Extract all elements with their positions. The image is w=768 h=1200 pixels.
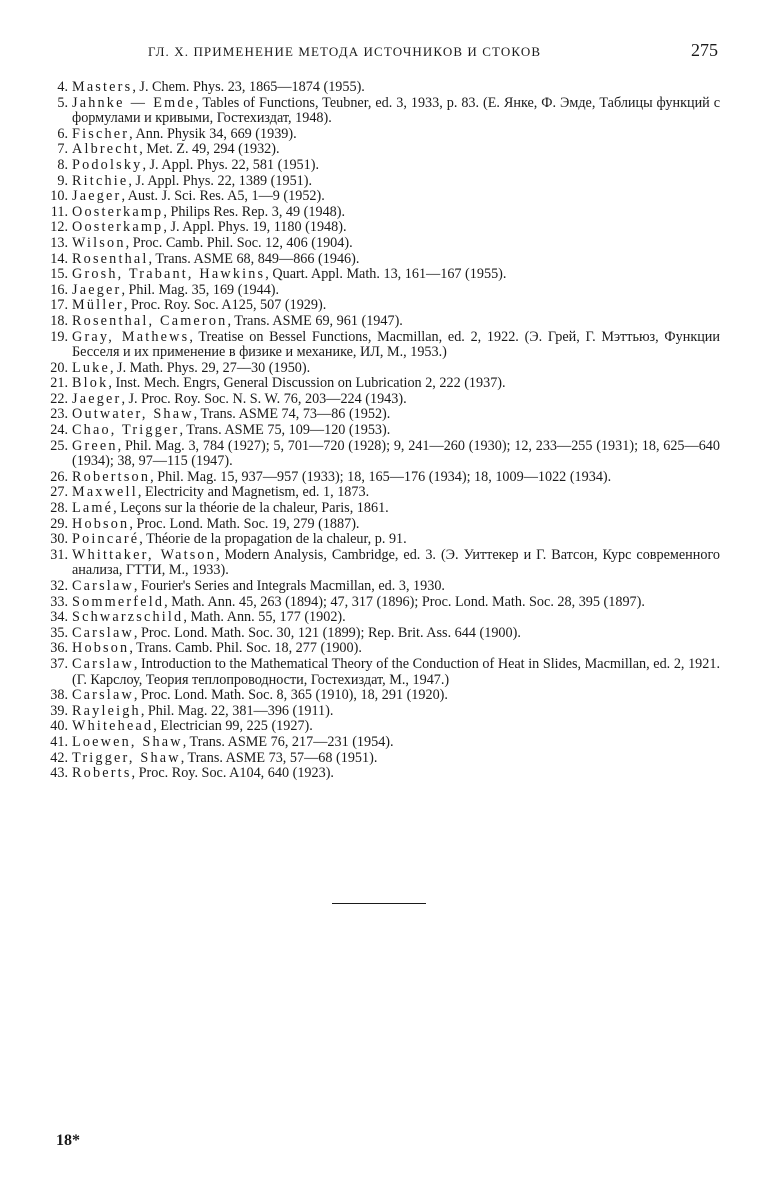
reference-author: Whittaker, Watson — [72, 546, 217, 563]
reference-number: 15. — [50, 266, 68, 283]
reference-entry — [40, 470, 720, 486]
reference-number: 29. — [50, 515, 68, 532]
reference-author: Oosterkamp — [72, 203, 164, 220]
reference-text: , Proc. Lond. Math. Soc. 19, 279 (1887). — [129, 515, 360, 532]
reference-number: 17. — [50, 297, 68, 314]
reference-text: , Trans. ASME 73, 57—68 (1951). — [180, 749, 378, 766]
reference-number: 34. — [50, 609, 68, 626]
reference-author: Chao, Trigger — [72, 422, 180, 439]
page-number: 275 — [691, 40, 718, 60]
reference-number: 32. — [50, 578, 68, 594]
reference-number: 5. — [57, 94, 68, 111]
reference-text: , Math. Ann. 45, 263 (1894); 47, 317 (1896); Proc. Lond. Math. Soc. 28, 395 (1897). — [164, 593, 645, 610]
reference-number: 21. — [50, 375, 68, 392]
reference-number: 30. — [50, 531, 68, 548]
reference-number: 18. — [50, 312, 68, 329]
reference-entry — [40, 142, 720, 158]
reference-entry — [40, 704, 720, 720]
reference-text: , J. Math. Phys. 29, 27—30 (1950). — [109, 359, 311, 376]
reference-author: Oosterkamp — [72, 219, 164, 236]
reference-author: Green — [72, 437, 118, 454]
reference-number: 8. — [57, 156, 68, 173]
reference-author: Albrecht — [72, 141, 140, 158]
reference-entry — [40, 766, 720, 782]
reference-author: Jahnke — Emde — [72, 94, 196, 111]
reference-author: Ritchie — [72, 172, 129, 189]
reference-text: , Treatise on Bessel Functions, Macmillan, ed. 2, 1922. (Э. Грей, Г. Мэттьюз, Функции Бесселя и их применение в физике и механике, ИЛ, М., 1953.) — [72, 328, 720, 361]
reference-entry — [40, 252, 720, 268]
reference-entry — [40, 361, 720, 377]
reference-text: , Proc. Camb. Phil. Soc. 12, 406 (1904). — [125, 234, 353, 251]
reference-entry — [40, 501, 720, 517]
reference-author: Carslaw — [72, 655, 134, 672]
reference-number: 43. — [50, 765, 68, 782]
reference-author: Jaeger — [72, 390, 122, 407]
reference-text: , Trans. Camb. Phil. Soc. 18, 277 (1900). — [129, 640, 362, 657]
reference-text: , Fourier's Series and Integrals Macmillan, ed. 3, 1930. — [133, 578, 445, 594]
reference-author: Schwarzschild — [72, 609, 184, 626]
reference-text: , Trans. ASME 68, 849—866 (1946). — [148, 250, 360, 267]
reference-author: Blok — [72, 375, 109, 392]
reference-author: Hobson — [72, 515, 130, 532]
reference-text: , Math. Ann. 55, 177 (1902). — [183, 609, 346, 626]
reference-number: 39. — [50, 702, 68, 719]
reference-number: 40. — [50, 718, 68, 735]
reference-text: , Phil. Mag. 35, 169 (1944). — [121, 281, 280, 298]
reference-text: , Tables of Functions, Teubner, ed. 3, 1933, p. 83. (Е. Янке, Ф. Эмде, Таблицы функций с формулами и кривыми, Гостехиздат, 1948). — [72, 94, 721, 127]
reference-entry — [40, 236, 720, 252]
reference-number: 10. — [50, 188, 68, 205]
reference-entry — [40, 517, 720, 533]
reference-author: Müller — [72, 297, 124, 314]
reference-number: 26. — [50, 468, 68, 485]
reference-author: Robertson — [72, 468, 151, 485]
reference-text: , J. Chem. Phys. 23, 1865—1874 (1955). — [132, 79, 365, 95]
reference-number: 22. — [50, 390, 68, 407]
reference-text: , Philips Res. Rep. 3, 49 (1948). — [163, 203, 346, 220]
reference-entry — [40, 439, 720, 470]
reference-author: Maxwell — [72, 484, 138, 501]
reference-number: 19. — [50, 328, 68, 345]
reference-author: Loewen, Shaw — [72, 733, 183, 750]
reference-number: 6. — [57, 125, 68, 142]
running-head — [0, 40, 768, 64]
reference-entry — [40, 127, 720, 143]
reference-entry — [40, 283, 720, 299]
reference-text: , Modern Analysis, Cambridge, ed. 3. (Э. Уиттекер и Г. Ватсон, Курс современного анализа, ГТТИ, М., 1933). — [72, 546, 720, 579]
reference-text: , Théorie de la propagation de la chaleur, p. 91. — [139, 531, 407, 548]
reference-text: , Aust. J. Sci. Res. A5, 1—9 (1952). — [121, 188, 325, 205]
reference-author: Rayleigh — [72, 702, 141, 719]
reference-entry — [40, 174, 720, 190]
reference-author: Rosenthal — [72, 250, 149, 267]
reference-entry — [40, 719, 720, 735]
reference-author: Outwater, Shaw — [72, 406, 194, 423]
reference-entry — [40, 485, 720, 501]
reference-entry — [40, 735, 720, 751]
reference-author: Gray, Mathews — [72, 328, 190, 345]
reference-author: Podolsky — [72, 156, 143, 173]
reference-entry — [40, 657, 720, 688]
reference-author: Carslaw — [72, 578, 134, 594]
reference-entry — [40, 641, 720, 657]
reference-number: 14. — [50, 250, 68, 267]
reference-entry — [40, 423, 720, 439]
reference-text: , Trans. ASME 76, 217—231 (1954). — [182, 733, 394, 750]
reference-author: Jaeger — [72, 188, 122, 205]
reference-number: 16. — [50, 281, 68, 298]
reference-number: 20. — [50, 359, 68, 376]
reference-text: , Met. Z. 49, 294 (1932). — [139, 141, 280, 158]
reference-entry — [40, 205, 720, 221]
chapter-title: ГЛ. X. ПРИМЕНЕНИЕ МЕТОДА ИСТОЧНИКОВ И СТОКОВ — [148, 44, 542, 59]
reference-author: Trigger, Shaw — [72, 749, 181, 766]
reference-text: , Trans. ASME 75, 109—120 (1953). — [179, 422, 391, 439]
reference-entry — [40, 314, 720, 330]
reference-entry — [40, 392, 720, 408]
reference-number: 42. — [50, 749, 68, 766]
reference-entry — [40, 595, 720, 611]
reference-author: Grosh, Trabant, Hawkins — [72, 266, 266, 283]
reference-text: , Proc. Roy. Soc. A104, 640 (1923). — [131, 765, 334, 782]
reference-author: Fischer — [72, 125, 130, 142]
reference-text: , Inst. Mech. Engrs, General Discussion on Lubrication 2, 222 (1937). — [108, 375, 506, 392]
reference-number: 4. — [57, 79, 68, 95]
reference-author: Rosenthal, Cameron — [72, 312, 228, 329]
reference-entry — [40, 688, 720, 704]
reference-text: , J. Proc. Roy. Soc. N. S. W. 76, 203—224 (1943). — [121, 390, 407, 407]
reference-text: , J. Appl. Phys. 19, 1180 (1948). — [163, 219, 347, 236]
reference-number: 28. — [50, 500, 68, 517]
reference-text: , J. Appl. Phys. 22, 581 (1951). — [142, 156, 320, 173]
reference-entry — [40, 330, 720, 361]
reference-entry — [40, 407, 720, 423]
reference-text: , Ann. Physik 34, 669 (1939). — [129, 125, 297, 142]
reference-entry — [40, 579, 720, 595]
reference-entry — [40, 96, 720, 127]
reference-entry — [40, 610, 720, 626]
reference-text: , Proc. Roy. Soc. A125, 507 (1929). — [123, 297, 327, 314]
reference-entry — [40, 548, 720, 579]
reference-number: 7. — [57, 141, 68, 158]
reference-entry — [40, 751, 720, 767]
reference-number: 37. — [50, 655, 68, 672]
reference-number: 41. — [50, 733, 68, 750]
reference-entry — [40, 158, 720, 174]
reference-author: Carslaw — [72, 687, 134, 704]
reference-number: 31. — [50, 546, 68, 563]
reference-text: , Trans. ASME 74, 73—86 (1952). — [193, 406, 391, 423]
reference-author: Roberts — [72, 765, 132, 782]
reference-entry — [40, 220, 720, 236]
reference-text: , Phil. Mag. 22, 381—396 (1911). — [140, 702, 334, 719]
reference-author: Masters — [72, 79, 133, 95]
reference-author: Carslaw — [72, 624, 134, 641]
reference-text: , Quart. Appl. Math. 13, 161—167 (1955). — [265, 266, 507, 283]
reference-number: 25. — [50, 437, 68, 454]
reference-author: Poincaré — [72, 531, 140, 548]
reference-entry — [40, 298, 720, 314]
reference-text: , Proc. Lond. Math. Soc. 8, 365 (1910), 18, 291 (1920). — [133, 687, 448, 704]
reference-author: Lamé — [72, 500, 114, 517]
reference-number: 27. — [50, 484, 68, 501]
reference-number: 38. — [50, 687, 68, 704]
reference-author: Hobson — [72, 640, 130, 657]
sheet-signature-mark: 18* — [56, 1132, 80, 1149]
reference-entry — [40, 626, 720, 642]
reference-entry — [40, 532, 720, 548]
reference-entry — [40, 80, 720, 96]
reference-number: 12. — [50, 219, 68, 236]
reference-text: , Trans. ASME 69, 961 (1947). — [227, 312, 403, 329]
reference-text: , Introduction to the Mathematical Theory of the Conduction of Heat in Slides, Macmillan, ed. 2, 1921. (Г. Карслоу, Теория теплопроводности, Гостехиздат, М., 1947.) — [72, 655, 720, 688]
reference-number: 11. — [50, 203, 68, 220]
reference-text: , J. Appl. Phys. 22, 1389 (1951). — [128, 172, 313, 189]
reference-number: 23. — [50, 406, 68, 423]
reference-entry — [40, 267, 720, 283]
reference-entry — [40, 376, 720, 392]
reference-text: , Electrician 99, 225 (1927). — [153, 718, 313, 735]
reference-list — [40, 80, 720, 782]
reference-entry — [40, 189, 720, 205]
reference-number: 36. — [50, 640, 68, 657]
reference-number: 13. — [50, 234, 68, 251]
end-rule — [332, 903, 426, 904]
reference-number: 9. — [57, 172, 68, 189]
reference-text: , Electricity and Magnetism, ed. 1, 1873. — [137, 484, 370, 501]
reference-author: Whitehead — [72, 718, 154, 735]
reference-author: Sommerfeld — [72, 593, 165, 610]
reference-number: 24. — [50, 422, 68, 439]
reference-number: 33. — [50, 593, 68, 610]
reference-author: Jaeger — [72, 281, 122, 298]
reference-text: , Phil. Mag. 3, 784 (1927); 5, 701—720 (1928); 9, 241—260 (1930); 12, 233—255 (1931); 18, 625—640 (1934); 38, 97—115 (1947). — [72, 437, 720, 470]
reference-text: , Phil. Mag. 15, 937—957 (1933); 18, 165—176 (1934); 18, 1009—1022 (1934). — [150, 468, 612, 485]
reference-number: 35. — [50, 624, 68, 641]
reference-text: , Proc. Lond. Math. Soc. 30, 121 (1899); Rep. Brit. Ass. 644 (1900). — [133, 624, 521, 641]
reference-author: Wilson — [72, 234, 126, 251]
reference-author: Luke — [72, 359, 110, 376]
reference-text: , Leçons sur la théorie de la chaleur, Paris, 1861. — [113, 500, 389, 517]
